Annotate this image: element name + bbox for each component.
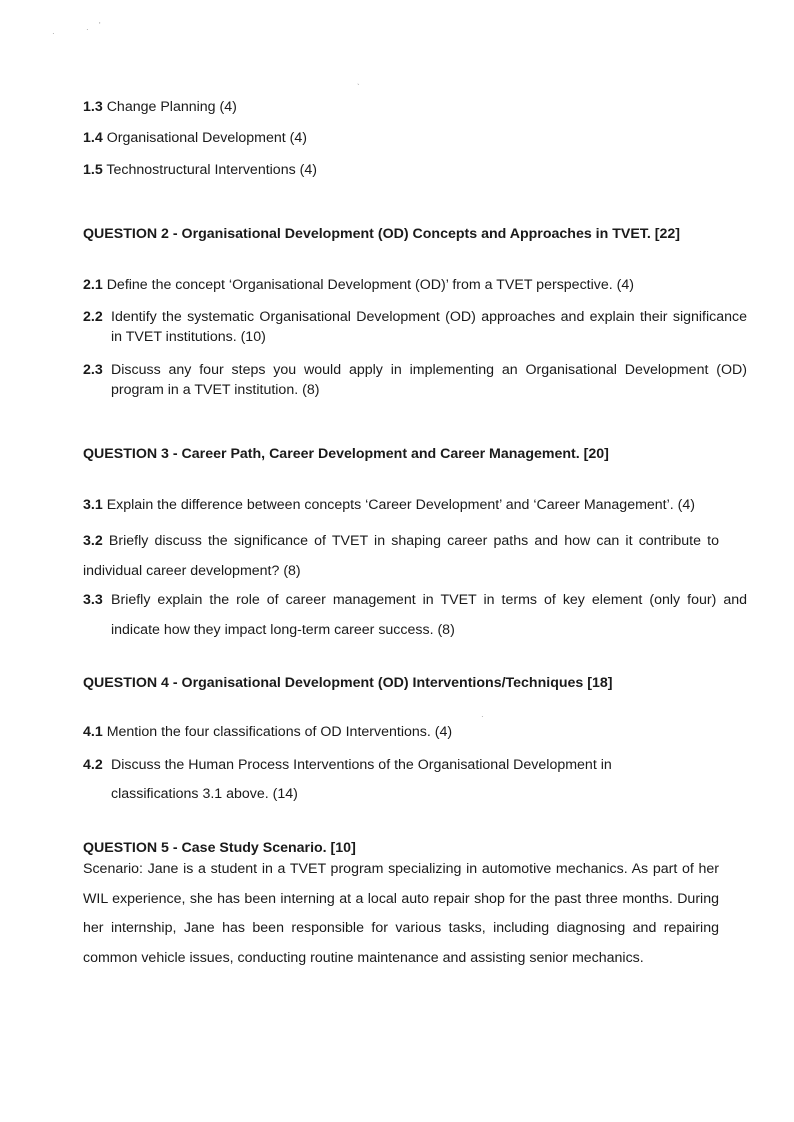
question-heading: QUESTION 3 - Career Path, Career Development and Career Management. [20] <box>83 446 609 462</box>
question-heading: QUESTION 2 - Organisational Development (OD) Concepts and Approaches in TVET. [22] <box>83 226 681 242</box>
question-heading: QUESTION 4 - Organisational Development (OD) Interventions/Techniques [18] <box>83 675 613 691</box>
item-number: 1.5 <box>83 162 103 178</box>
question-heading: QUESTION 5 - Case Study Scenario. [10] <box>83 840 356 856</box>
question-item <box>83 97 719 117</box>
item-text: Briefly explain the role of career management in TVET in terms of key element (only four) and indicate how they impact long-term career success. (8) <box>111 592 747 638</box>
item-number: 2.3 <box>83 362 103 378</box>
question-item <box>83 751 747 809</box>
question-item <box>83 275 719 295</box>
item-number: 1.4 <box>83 130 103 146</box>
item-text-line-1: Discuss the Human Process Interventions of the Organisational Development in <box>111 757 612 773</box>
scan-speck: ' <box>99 21 101 30</box>
item-number: 4.1 <box>83 724 103 740</box>
item-number: 2.1 <box>83 277 103 293</box>
item-text: Technostructural Interventions (4) <box>106 162 317 178</box>
item-number: 1.3 <box>83 99 103 115</box>
question-item <box>83 160 719 180</box>
item-text: Organisational Development (4) <box>106 130 307 146</box>
item-number: 3.3 <box>83 592 103 608</box>
item-text: Briefly discuss the significance of TVET in shaping career paths and how can it contribute to individual career development? (8) <box>83 533 719 579</box>
scan-speck: · <box>86 25 89 34</box>
item-text: Identify the systematic Organisational Development (OD) approaches and explain their significance in TVET institutions. (10) <box>111 309 747 345</box>
scan-speck: ` <box>357 83 360 92</box>
item-text: Discuss any four steps you would apply in implementing an Organisational Development (OD) program in a TVET institution. (8) <box>111 362 747 398</box>
question-item <box>83 722 719 742</box>
item-text: Mention the four classifications of OD Interventions. (4) <box>106 724 453 740</box>
item-text: Change Planning (4) <box>106 99 237 115</box>
question-item <box>83 307 747 347</box>
item-number: 4.2 <box>83 757 103 773</box>
question-item <box>83 128 719 148</box>
item-text: Define the concept ‘Organisational Development (OD)’ from a TVET perspective. (4) <box>106 277 634 293</box>
item-number: 2.2 <box>83 309 103 325</box>
scenario-paragraph: Scenario: Jane is a student in a TVET program specializing in automotive mechanics. As part of her WIL experience, she has been interning at a local auto repair shop for the past three months. During her internship, Jane has been responsible for various tasks, including diagnosing and repairing common vehicle issues, conducting routine maintenance and assisting senior mechanics. <box>83 861 719 966</box>
scan-speck: · <box>52 29 55 38</box>
question-item <box>83 526 719 586</box>
question-item <box>83 585 747 645</box>
item-text-line-2: classifications 3.1 above. (14) <box>111 786 298 802</box>
question-item <box>83 495 719 515</box>
item-number: 3.1 <box>83 497 103 513</box>
item-number: 3.2 <box>83 533 103 549</box>
item-text: Explain the difference between concepts ‘Career Development’ and ‘Career Management’. (4) <box>106 497 696 513</box>
question-item <box>83 360 747 400</box>
scan-speck: · <box>481 712 484 721</box>
